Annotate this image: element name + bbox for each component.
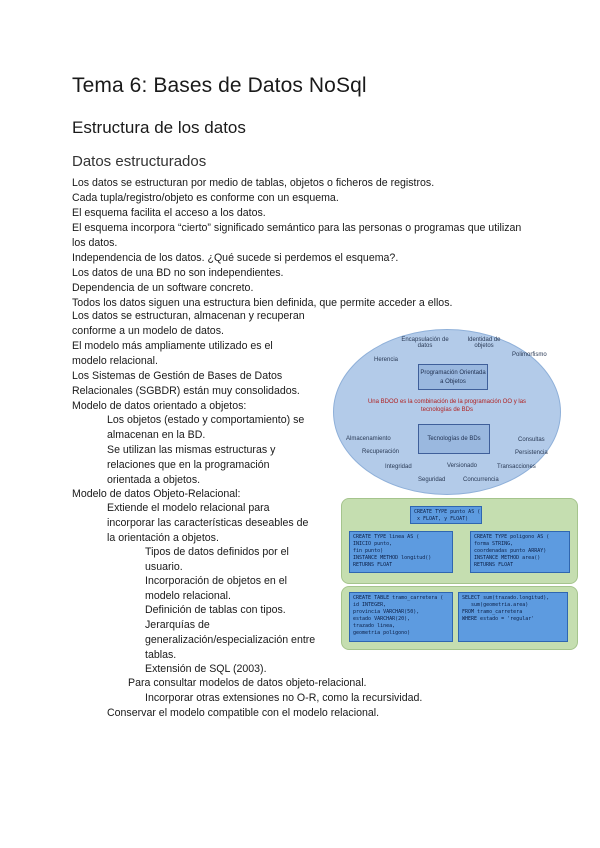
- diagram-label-identidad: Identidad de objetos: [467, 337, 501, 349]
- text-line: usuario.: [145, 561, 183, 573]
- text-line: Dependencia de un software concreto.: [72, 282, 254, 294]
- page-title: Tema 6: Bases de Datos NoSql: [72, 74, 367, 97]
- diagram-label-seguridad: Seguridad: [418, 477, 446, 483]
- text-line: Conservar el modelo compatible con el modelo relacional.: [107, 707, 380, 719]
- diagram-label-polimorfismo: Polimorfismo: [512, 352, 547, 358]
- text-line: El modelo más ampliamente utilizado es el: [72, 340, 273, 352]
- text-line: Modelo de datos orientado a objetos:: [72, 400, 247, 412]
- diagram-label-recuperacion: Recuperación: [362, 449, 400, 455]
- code-type-poligono: CREATE TYPE poligono AS ( forma STRING, coordenadas punto ARRAY) INSTANCE METHOD area() RETURNS FLOAT: [470, 531, 570, 573]
- diagram-label-concurrencia: Concurrencia: [463, 477, 499, 483]
- text-line: Extensión de SQL (2003).: [145, 663, 267, 675]
- code-create-table: CREATE TABLE tramo_carretera ( id INTEGER, provincia VARCHAR(50), estado VARCHAR(20), trazado linea, geometria poligono): [349, 592, 453, 642]
- text-line: modelo relacional.: [72, 355, 158, 367]
- section-heading: Estructura de los datos: [72, 118, 246, 137]
- text-line: orientada a objetos.: [107, 474, 201, 486]
- text-line: Se utilizan las mismas estructuras y: [107, 444, 276, 456]
- text-line: Los objetos (estado y comportamiento) se: [107, 414, 305, 426]
- text-line: Extiende el modelo relacional para: [107, 502, 270, 514]
- diagram-caption: Una BDOO es la combinación de la programación OO y las tecnologías de BDs: [367, 399, 527, 413]
- text-line: Para consultar modelos de datos objeto-relacional.: [128, 677, 367, 689]
- text-line: tablas.: [145, 649, 177, 661]
- text-line: Cada tupla/registro/objeto es conforme con un esquema.: [72, 192, 339, 204]
- diagram-label-encapsulacion: Encapsulación de datos: [401, 337, 449, 349]
- text-line: los datos.: [72, 237, 118, 249]
- text-line: Incorporar otras extensiones no O-R, como la recursividad.: [145, 692, 423, 704]
- diagram-label-herencia: Herencia: [374, 357, 399, 363]
- text-line: conforme a un modelo de datos.: [72, 325, 224, 337]
- text-line: relaciones que en la programación: [107, 459, 270, 471]
- text-line: Los datos se estructuran, almacenan y recuperan: [72, 310, 305, 322]
- text-line: Los datos se estructuran por medio de tablas, objetos o ficheros de registros.: [72, 177, 435, 189]
- text-line: Jerarquías de: [145, 619, 210, 631]
- subsection-heading: Datos estructurados: [72, 153, 207, 170]
- code-type-punto: CREATE TYPE punto AS ( x FLOAT, y FLOAT): [410, 506, 482, 524]
- text-line: la orientación a objetos.: [107, 532, 219, 544]
- text-line: almacenan en la BD.: [107, 429, 206, 441]
- text-line: Incorporación de objetos en el: [145, 575, 287, 587]
- text-line: generalización/especialización entre: [145, 634, 316, 646]
- text-line: Los datos de una BD no son independientes.: [72, 267, 284, 279]
- text-line: El esquema facilita el acceso a los datos.: [72, 207, 266, 219]
- code-select-query: SELECT sum(trazado.longitud), sum(geometria.area) FROM tramo_carretera WHERE estado = 'regular': [458, 592, 568, 642]
- text-line: Todos los datos siguen una estructura bien definida, que permite acceder a ellos.: [72, 297, 453, 309]
- tecnologias-box: Tecnologías de BDs: [418, 424, 490, 454]
- text-line: El esquema incorpora “cierto” significado semántico para las personas o programas que utilizan: [72, 222, 522, 234]
- text-line: modelo relacional.: [145, 590, 231, 602]
- text-line: Tipos de datos definidos por el: [145, 546, 289, 558]
- text-line: incorporar las características deseables de: [107, 517, 309, 529]
- diagram-label-persistencia: Persistencia: [515, 450, 548, 456]
- text-line: Modelo de datos Objeto-Relacional:: [72, 488, 241, 500]
- code-type-linea: CREATE TYPE linea AS ( INICIO punto, fin punto) INSTANCE METHOD longitud() RETURNS FLOAT: [349, 531, 453, 573]
- diagram-label-almacenamiento: Almacenamiento: [346, 436, 391, 442]
- text-line: Definición de tablas con tipos.: [145, 604, 286, 616]
- text-line: Independencia de los datos. ¿Qué sucede si perdemos el esquema?.: [72, 252, 399, 264]
- diagram-label-transacciones: Transacciones: [497, 464, 536, 470]
- diagram-label-versionado: Versionado: [447, 463, 478, 469]
- diagram-label-consultas: Consultas: [518, 437, 545, 443]
- text-line: Relacionales (SGBDR) están muy consolidados.: [72, 385, 300, 397]
- poo-box: Programación Orientada a Objetos: [418, 364, 488, 390]
- text-line: Los Sistemas de Gestión de Bases de Datos: [72, 370, 283, 382]
- diagram-label-integridad: Integridad: [385, 464, 412, 470]
